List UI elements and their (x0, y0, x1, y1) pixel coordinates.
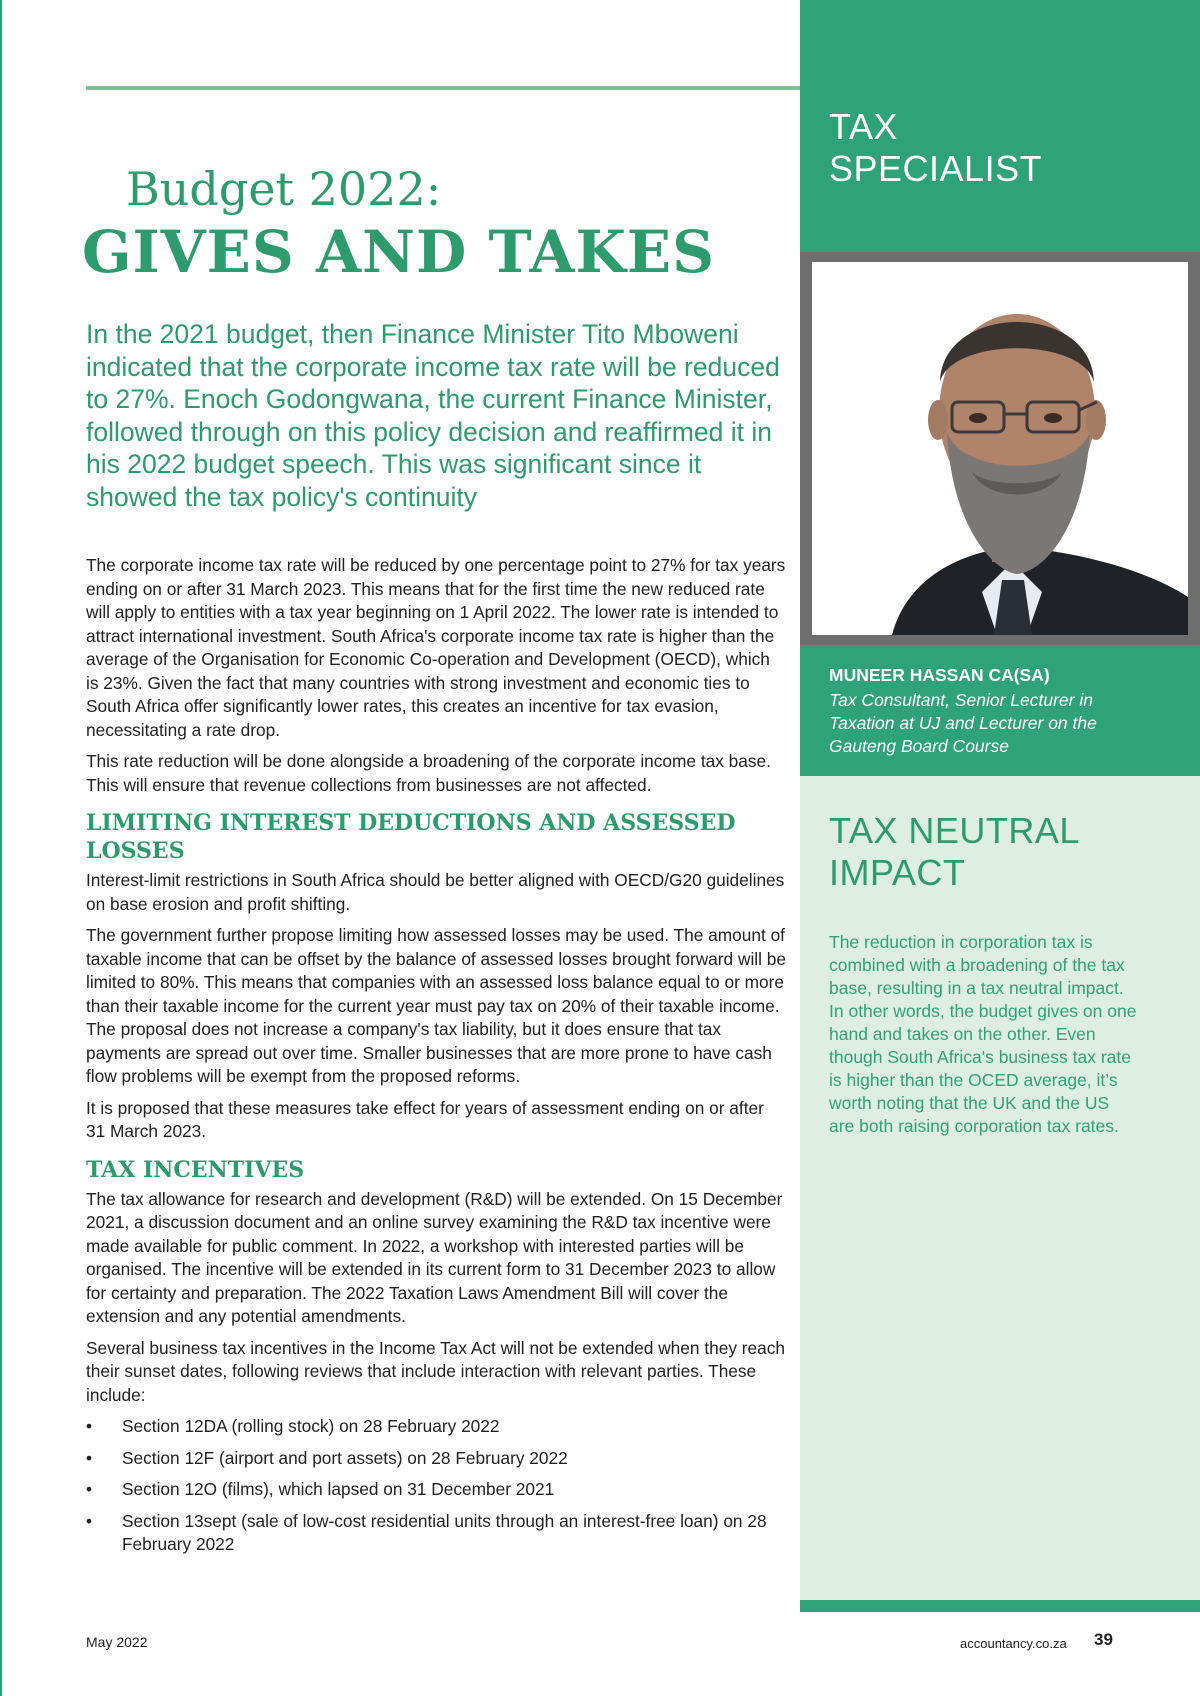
author-bio (800, 645, 1200, 776)
paragraph: The government further propose limiting how assessed losses may be used. The amount of taxable income that can be offset by the balance of assessed losses brought forward will be limited to 80%. This means that companies with an assessed loss balance equal to or more than their taxable income for the current year must pay tax on 20% of their taxable income. The proposal does not increase a company's tax liability, but it does ensure that tax payments are spread out over time. Smaller businesses that are more prone to have cash flow problems will be exempt from the proposed reforms. (86, 925, 786, 1086)
article-headline: GIVES AND TAKES (82, 218, 715, 286)
paragraph: This rate reduction will be done alongside a broadening of the corporate income tax base. This will ensure that revenue collections from businesses are not affected. (86, 751, 771, 795)
article-lede: In the 2021 budget, then Finance Minister Tito Mboweni indicated that the corporate income tax rate will be reduced to 27%. Enoch Godongwana, the current Finance Minister, followed through on this policy decision and reaffirmed it in his 2022 budget speech. This was significant since it showed the tax policy's continuity (86, 319, 780, 512)
specialist-banner (800, 0, 1200, 252)
section-heading-incentives: TAX INCENTIVES (86, 1156, 305, 1183)
paragraph: The tax allowance for research and development (R&D) will be extended. On 15 December 2021, a discussion document and an online survey examining the R&D tax incentive were made available for public comment. In 2022, a workshop with interested parties will be organised. The incentive will be extended in its current form to 31 December 2023 to allow for certainty and preparation. The 2022 Taxation Laws Amendment Bill will cover the extension and any potential amendments. (86, 1188, 783, 1326)
author-photo (812, 262, 1188, 635)
list-item: • Section 12F (airport and port assets) on 28 February 2022 (86, 1447, 786, 1471)
sidebar-title: TAX SPECIALIST (829, 106, 1043, 189)
list-item: • Section 13sept (sale of low-cost residential units through an interest-free loan) on 28 February 2022 (86, 1510, 767, 1554)
paragraph: The corporate income tax rate will be reduced by one percentage point to 27% for tax years ending on or after 31 March 2023. This means that for the first time the new reduced rate will apply to entities with a tax year beginning on 1 April 2022. The lower rate is intended to attract international investment. South Africa's corporate income tax rate is higher than the average of the Organisation for Economic Co-operation and Development (OECD), which is 23%. Given the fact that many countries with strong investment and economic ties to South Africa offer significantly lower rates, this creates an incentive for tax evasion, necessitating a rate drop. (86, 555, 786, 740)
bullet: • (86, 1416, 93, 1436)
sunset-list (86, 1415, 786, 1557)
left-edge-rule (0, 0, 2, 1696)
article-body (86, 554, 786, 1565)
sidebar-bottom-bar (800, 1600, 1200, 1612)
article-kicker: Budget 2022: (126, 162, 442, 216)
footer-url: accountancy.co.za (960, 1636, 1067, 1651)
page-number: 39 (1094, 1630, 1113, 1649)
list-item: • Section 12DA (rolling stock) on 28 February 2022 (86, 1415, 786, 1439)
panel-title: TAX NEUTRAL IMPACT (829, 810, 1080, 893)
photo-frame (800, 252, 1200, 645)
paragraph: Several business tax incentives in the Income Tax Act will not be extended when they reach their sunset dates, following reviews that include interaction with relevant parties. These include: (86, 1337, 786, 1405)
sidebar (800, 0, 1200, 1696)
list-item: • Section 12O (films), which lapsed on 31 December 2021 (86, 1478, 786, 1502)
author-name: MUNEER HASSAN CA(SA) (829, 665, 1050, 685)
paragraph: It is proposed that these measures take effect for years of assessment ending on or after 31 March 2023. (86, 1097, 764, 1141)
author-portrait-illustration (812, 262, 1188, 635)
section-heading-limiting: LIMITING INTEREST DEDUCTIONS AND ASSESSED LOSSES (86, 810, 736, 864)
footer-date: May 2022 (86, 1634, 148, 1650)
author-role: Tax Consultant, Senior Lecturer in Taxation at UJ and Lecturer on the Gauteng Board Course (829, 690, 1097, 756)
tax-neutral-panel (800, 776, 1200, 1600)
bullet: • (86, 1447, 93, 1468)
paragraph: Interest-limit restrictions in South Africa should be better aligned with OECD/G20 guidelines on base erosion and profit shifting. (86, 870, 785, 914)
bullet: • (86, 1479, 93, 1499)
bullet: • (86, 1510, 93, 1531)
panel-text: The reduction in corporation tax is combined with a broadening of the tax base, resulting in a tax neutral impact. In other words, the budget gives on one hand and takes on the other. Even though South Africa's business tax rate is higher than the OCED average, it’s worth noting that the UK and the US are both raising corporation tax rates. (829, 932, 1137, 1136)
